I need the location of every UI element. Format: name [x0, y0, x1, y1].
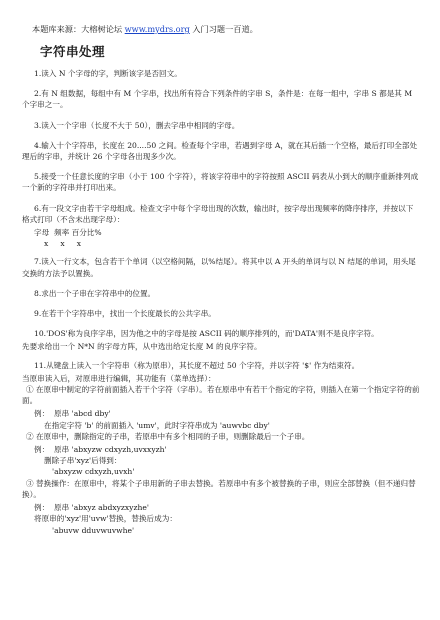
item-6-table-row: x x x — [44, 239, 81, 249]
item-11-option-3-example-result: 'abuvw dduvwuvwhe' — [52, 525, 135, 535]
item-10-extra: 先要求给出一个 N*N 的字母方阵，从中选出给定长度 M 的良序字符。 — [22, 342, 262, 352]
item-11-option-3-example: 例： 原串 'abxyz abdxyzxyzhe' — [34, 503, 149, 513]
source-prefix: 本题库来源：大榕树论坛 — [32, 24, 125, 34]
item-11-option-2-example-result: 'abxyzw cdxyzh,uvxh' — [52, 467, 135, 477]
item-1: 1.读入 N 个字母的字，判断该字是否回文。 — [34, 69, 182, 78]
item-11-option-2: ② 在原串中，删除指定的子串，若原串中有多个相同的子串，则删除最后一个子串。 — [26, 431, 310, 441]
item-9: 9.在若干个字符串中，找出一个长度最长的公共字串。 — [34, 309, 216, 319]
item-11-option-1-example-result: 在指定字符 'b' 的前面插入 'umv'，此时字符串成为 'auwvbc dby' — [44, 420, 270, 430]
source-link[interactable]: www.mydrs.org — [124, 24, 190, 34]
item-2: 2.有 N 组数据，每组中有 M 个字串，找出所有符合下列条件的字串 S，条件是：在每一组中，字串 S 都是其 M 个字串之一。 — [22, 89, 413, 110]
item-11-option-3: ③ 替换操作：在原串中，将某个子串用新的子串去替换。若原串中有多个被替换的子串，则应全部替换（但不递归替换）。 — [22, 478, 416, 499]
item-3: 3.读入一个字串（长度不大于 50），删去字串中相同的字母。 — [34, 120, 240, 130]
source-suffix: 入门习题一百道。 — [189, 24, 258, 34]
item-6: 6.有一段文字由若干字母组成。检查文字中每个字母出现的次数，输出时，按字母出现频率的降序排序，并按以下格式打印（不含未出现字母）： — [22, 203, 414, 224]
item-11-option-3-example-step: 将原串的'xyz'用'uvw'替换，替换后成为： — [34, 514, 177, 524]
item-11-option-1: ① 在原串中制定的字符前面插入若干个字符（字串）。若在原串中有若干个指定的字符，则插入在第一个指定字符的前面。 — [22, 385, 420, 406]
item-6-table-header: 字母 频率 百分比% — [34, 228, 102, 238]
item-4: 4.输入十个字符串，长度在 20....50 之间。检查每个字串，若遇到字母 A，就在其后插一个空格，最后打印全部处理后的字串，并统计 26 个字母各出现多少次。 — [22, 140, 418, 162]
item-10: 10.'DOS'称为良序字串，因为他之中的字母是按 ASCII 码的顺序排列的，而'DATA'则不是良序字符。 — [34, 329, 379, 339]
item-8: 8.求出一个子串在字符串中的位置。 — [34, 288, 156, 298]
item-11-option-2-example: 例： 原串 'abxyzw cdxyzh,uvxxyzh' — [34, 445, 167, 455]
item-11-intro: 当原串读入后，对原串进行编辑，其功能有（菜单选择）： — [22, 373, 216, 383]
item-11-option-1-example: 例： 原串 'abcd dby' — [34, 409, 111, 419]
item-5: 5.接受一个任意长度的字串（小于 100 个字符），将该字符串中的字符按照 ASCII 码表从小到大的顺序重新排列成一个新的字符串并打印出来。 — [22, 172, 419, 193]
source-line — [32, 24, 420, 35]
page-title: 字符串处理 — [40, 44, 106, 59]
item-11-option-2-example-step: 删除子串'xyz'后得到： — [44, 456, 122, 466]
item-7: 7.读入一行文本，包含若干个单词（以空格间隔，以%结尾）。将其中以 A 开头的单词与以 N 结尾的单词，用头尾交换的方法予以置换。 — [22, 257, 416, 278]
item-11: 11.从键盘上读入一个字符串（称为原串），其长度不超过 50 个字符，并以字符 '$' 作为结束符。 — [34, 360, 360, 370]
